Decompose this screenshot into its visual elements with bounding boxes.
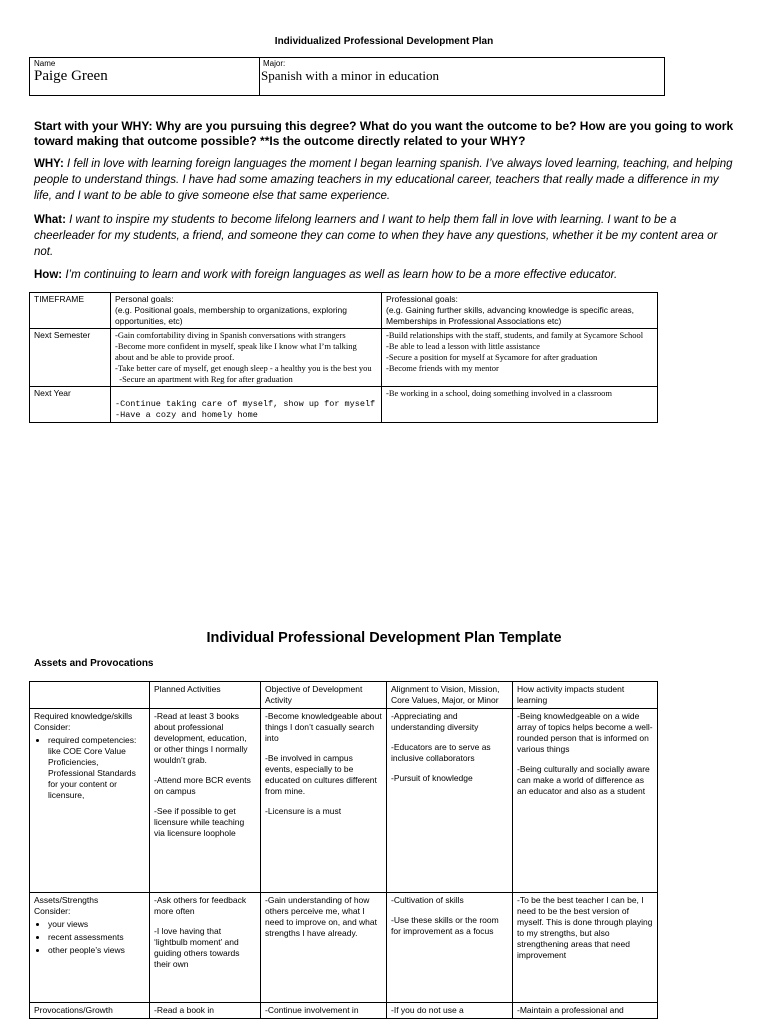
personal-goals-next-semester [111,329,382,387]
consider-list [34,919,145,956]
header-planned-activities: Planned Activities [150,682,261,709]
header-personal-title: Personal goals: [115,294,174,304]
goals-header-row [30,293,658,329]
goal-line: -Be working in a school, doing something involved in a classroom [386,388,612,398]
how-text: I’m continuing to learn and work with foreign languages as well as learn how to be a more effective educator. [65,269,618,281]
row-label-cell [30,893,150,1003]
goal-line: -Become friends with my mentor [386,363,499,373]
cell-entry: -To be the best teacher I can be, I need to be the best version of myself. This is done through playing to my strengths, but also strengthening areas that need improvement [517,895,653,960]
goal-line: -Secure a position for myself at Sycamore for after graduation [386,352,598,362]
goal-line: -Have a cozy and homely home [115,410,258,420]
row-label: Provocations/Growth [30,1003,150,1019]
why-question: Start with your WHY: Why are you pursuing this degree? What do you want the outcome to be? How are you going to work toward making that outcome possible? **Is the outcome directly related to your WHY? [34,119,734,148]
cell-entry: -Educators are to serve as inclusive collaborators [391,742,491,763]
header-blank [30,682,150,709]
consider-item: • other people’s views [48,945,145,956]
row-label: Assets/Strengths [34,895,99,905]
alignment-cell [387,893,513,1003]
name-value: Paige Green [34,68,108,84]
header-personal-sub: (e.g. Positional goals, membership to organizations, exploring opportunities, etc) [115,305,347,326]
objective-cell [261,709,387,893]
cell-entry: -Read at least 3 books about professional development, education, or other things I normally wouldn’t grab. [154,711,248,765]
cell-entry: -Become knowledgeable about things I don’t casually search into [265,711,382,743]
template-title: Individual Professional Development Plan Template [206,630,562,646]
planned-activities-cell [150,709,261,893]
what-paragraph [34,212,734,260]
header-personal [111,293,382,329]
plan-row-provocations-growth [30,1003,658,1019]
what-text: I want to inspire my students to become lifelong learners and I want to help them fall in love with learning. I want to be a cheerleader for my students, a friend, and someone they can come to when they have any questions, whether it be my content area or not. [34,214,718,258]
impact-cell [513,893,658,1003]
objective-cell: -Continue involvement in [261,1003,387,1019]
professional-goals-next-semester [382,329,658,387]
cell-entry: -Use these skills or the room for improvement as a focus [391,915,499,936]
major-label: Major: [263,59,286,68]
assets-heading: Assets and Provocations [34,658,154,669]
personal-goals-next-year [111,387,382,423]
why-label: WHY: [34,158,64,170]
cell-entry: -Attend more BCR events on campus [154,775,251,796]
goal-line: -Build relationships with the staff, students, and family at Sycamore School [386,330,644,340]
why-text: I fell in love with learning foreign languages the moment I began learning spanish. I’ve always loved learning, teaching, and helping people to understand things. I have had some amazing teachers in my educational career, teachers that really made a difference in my life, and I want to be able to give someone else that same experience. [34,158,733,202]
goals-row-next-year [30,387,658,423]
document-title: Individualized Professional Development Plan [274,36,494,47]
cell-entry: -Being culturally and socially aware can make a world of difference as an educator and also as a student [517,764,650,796]
goal-line: -Gain comfortability diving in Spanish conversations with strangers [115,330,346,340]
header-professional [382,293,658,329]
cell-entry: -Pursuit of knowledge [391,773,473,783]
cell-entry: -Ask others for feedback more often [154,895,247,916]
cell-entry: -Being knowledgeable on a wide array of topics helps become a well-rounded person that is informed on various things [517,711,653,754]
name-major-box [29,57,665,96]
goal-line: -Continue taking care of myself, show up for myself [115,399,376,409]
alignment-cell [387,709,513,893]
header-impact: How activity impacts student learning [513,682,658,709]
cell-entry: -Gain understanding of how others perceive me, what I need to improve on, and what strengths I have already. [265,895,377,938]
header-professional-sub: (e.g. Gaining further skills, advancing knowledge is specific areas, Memberships in Professional Associations etc) [386,305,635,326]
consider-label: Consider: [34,722,71,732]
header-alignment: Alignment to Vision, Mission, Core Values, Major, or Minor [387,682,513,709]
major-cell [259,58,664,95]
major-value: Spanish with a minor in education [261,68,440,83]
professional-goals-next-year [382,387,658,423]
plan-row-required-knowledge [30,709,658,893]
consider-item: • recent assessments [48,932,145,943]
why-paragraph [34,156,734,204]
header-timeframe: TIMEFRAME [30,293,111,329]
what-label: What: [34,214,66,226]
header-objective: Objective of Development Activity [261,682,387,709]
goals-table [29,292,658,423]
cell-entry: -Cultivation of skills [391,895,464,905]
name-cell [30,58,260,95]
cell-entry: -Be involved in campus events, especially to be educated on cultures different from mine. [265,753,377,796]
cell-entry: -Appreciating and understanding diversity [391,711,479,732]
planned-activities-cell [150,893,261,1003]
name-label: Name [34,59,56,68]
timeframe-next-year: Next Year [30,387,111,423]
cell-entry: -See if possible to get licensure while teaching via licensure loophole [154,806,245,838]
header-professional-title: Professional goals: [386,294,458,304]
impact-cell: -Maintain a professional and [513,1003,658,1019]
alignment-cell: -If you do not use a [387,1003,513,1019]
cell-entry: -I love having that ‘lightbulb moment’ and guiding others towards their own [154,926,240,969]
timeframe-next-semester: Next Semester [30,329,111,387]
impact-cell [513,709,658,893]
consider-item: • required competencies: like COE Core Value Proficiencies, Professional Standards for your content or licensure, [48,735,145,801]
goal-line: -Take better care of myself, get enough sleep - a healthy you is the best you [115,363,372,373]
goals-row-next-semester [30,329,658,387]
consider-item: • your views [48,919,145,930]
objective-cell [261,893,387,1003]
how-label: How: [34,269,63,281]
development-plan-table [29,681,658,1019]
planned-activities-cell: -Read a book in [150,1003,261,1019]
cell-entry: -Licensure is a must [265,806,342,816]
row-label: Required knowledge/skills [34,711,133,721]
plan-row-assets-strengths [30,893,658,1003]
consider-label: Consider: [34,906,71,916]
row-label-cell [30,709,150,893]
goal-line: -Be able to lead a lesson with little assistance [386,341,540,351]
plan-header-row [30,682,658,709]
goal-line: -Become more confident in myself, speak like I know what I’m talking about and be able to provide proof. [115,341,359,362]
consider-list [34,735,145,801]
goal-line: -Secure an apartment with Reg for after graduation [115,374,293,384]
how-paragraph [34,267,734,283]
